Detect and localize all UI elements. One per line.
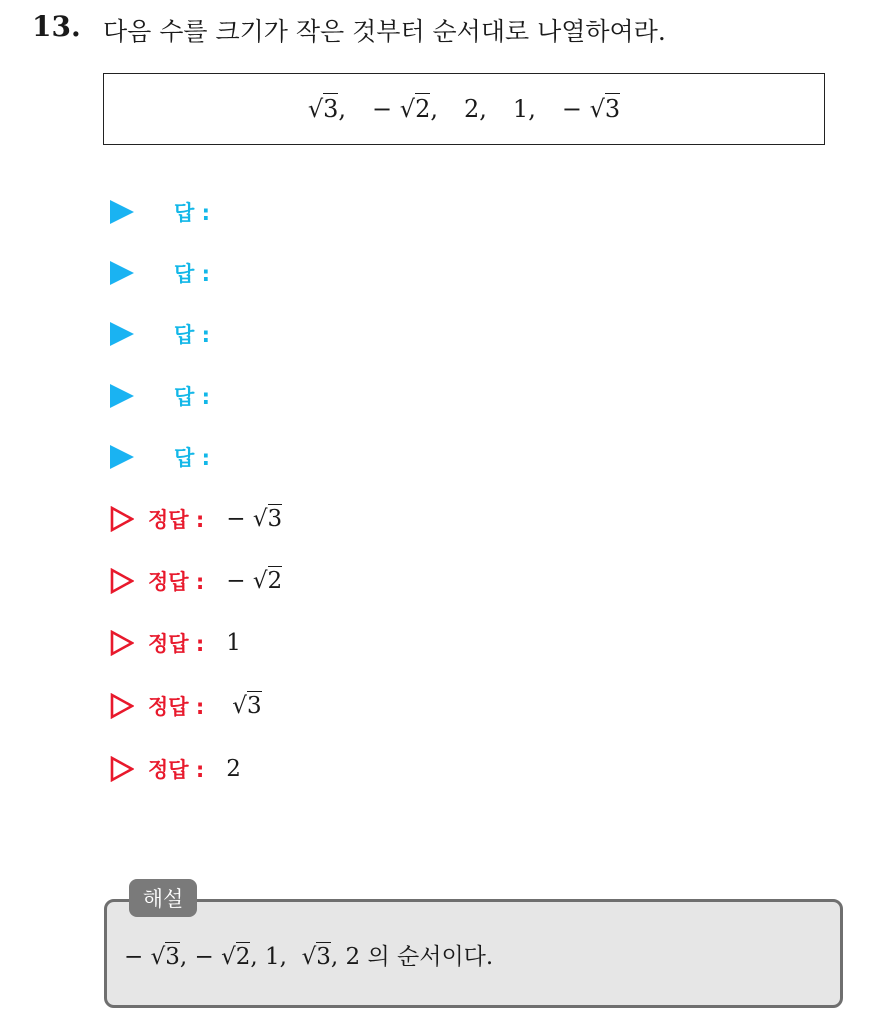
correct-answer-label: 정답 : <box>148 508 205 532</box>
correct-answer-value: 1 <box>226 630 241 656</box>
question-number: 13. <box>32 10 81 43</box>
outline-triangle-right-icon <box>110 756 134 782</box>
correct-answer-row <box>110 753 241 785</box>
outline-triangle-right-icon <box>110 693 134 719</box>
filled-triangle-right-icon <box>110 445 134 469</box>
answer-blank-row[interactable] <box>110 381 210 411</box>
correct-answer-row <box>110 503 282 535</box>
outline-triangle-right-icon <box>110 568 134 594</box>
correct-answer-label: 정답 : <box>148 570 205 594</box>
filled-triangle-right-icon <box>110 322 134 346</box>
answer-blank-row[interactable] <box>110 258 210 288</box>
correct-answer-value: 2 <box>226 756 241 782</box>
question-text: 다음 수를 크기가 작은 것부터 순서대로 나열하여라. <box>103 17 666 46</box>
given-numbers-box <box>103 73 825 145</box>
given-number-item: 1, <box>512 95 536 123</box>
answer-blank-label: 답 : <box>174 201 210 225</box>
outline-triangle-right-icon <box>110 506 134 532</box>
correct-answer-value: − √3 <box>226 506 283 532</box>
given-number-item: √3, <box>307 95 347 123</box>
solution-tab: 해설 <box>129 879 197 917</box>
filled-triangle-right-icon <box>110 384 134 408</box>
given-number-item: 2, <box>464 95 487 123</box>
answer-blank-label: 답 : <box>174 323 210 347</box>
solution-text: − √3, − √2, 1, √3, 2 의 순서이다. <box>124 944 494 970</box>
answer-blank-row[interactable] <box>110 197 210 227</box>
filled-triangle-right-icon <box>110 200 134 224</box>
correct-answer-label: 정답 : <box>148 758 205 782</box>
correct-answer-row <box>110 627 241 659</box>
correct-answer-row <box>110 690 262 722</box>
outline-triangle-right-icon <box>110 630 134 656</box>
solution-suffix: 의 순서이다. <box>367 944 494 970</box>
answer-blank-label: 답 : <box>174 385 210 409</box>
correct-answer-label: 정답 : <box>148 632 205 656</box>
answer-blank-row[interactable] <box>110 442 210 472</box>
correct-answer-label: 정답 : <box>148 695 205 719</box>
answer-blank-row[interactable] <box>110 319 210 349</box>
given-number-item: − √3 <box>561 95 621 123</box>
correct-answer-value: − √2 <box>226 568 283 594</box>
correct-answer-value: √3 <box>232 693 262 719</box>
answer-blank-label: 답 : <box>174 262 210 286</box>
given-number-item: − √2, <box>372 95 438 123</box>
answer-blank-label: 답 : <box>174 446 210 470</box>
correct-answer-row <box>110 565 282 597</box>
filled-triangle-right-icon <box>110 261 134 285</box>
